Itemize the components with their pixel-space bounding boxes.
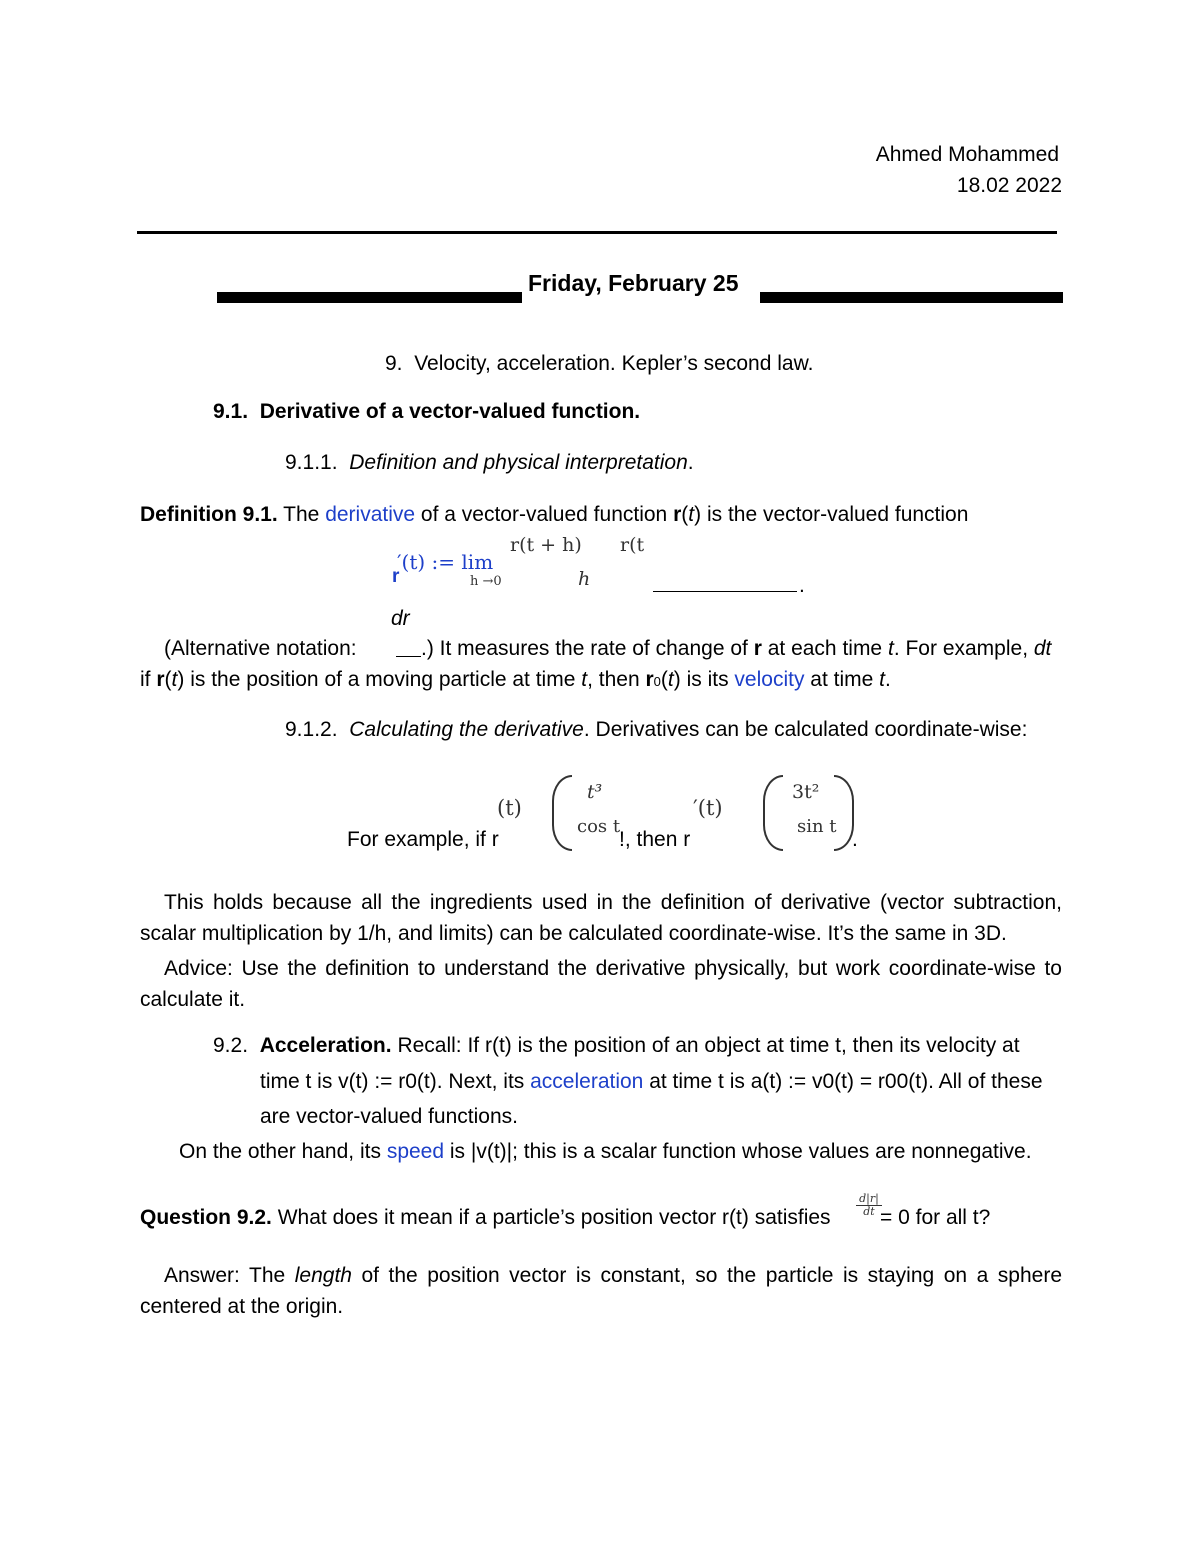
example-rprime-of-t: ′(t) xyxy=(693,796,723,820)
heading-bar-left xyxy=(217,292,522,303)
derivative-term: derivative xyxy=(325,503,416,526)
vector1-left-paren xyxy=(552,775,572,851)
answer-paragraph: Answer: The length of the position vector is constant, so the particle is staying on a sphere centered at the origin. xyxy=(140,1264,1063,1318)
speed-term: speed xyxy=(386,1140,445,1163)
definition-9-1: Definition 9.1. The derivative of a vector-valued function r(t) is the vector-valued function xyxy=(140,503,969,526)
vector2-left-paren xyxy=(763,775,783,851)
formula-lhs: ′(t) := lim xyxy=(397,550,494,574)
vector1-bottom: cos t xyxy=(577,816,621,837)
paragraph-coordinate-wise: This holds because all the ingredients used in the definition of derivative (vector subtraction, scalar multiplication by 1/h, and limits) can be calculated coordinate-wise. It’s the same in 3D. xyxy=(140,891,1062,945)
alt-notation-fraction-bar xyxy=(396,656,421,657)
vector2-top: 3t² xyxy=(792,781,820,803)
formula-numerator-a: r(t + h) xyxy=(510,534,582,556)
section-9-2-line-2: time t is v(t) := r0(t). Next, its acceleration at time t is a(t) := v0(t) = r00(t). All of these xyxy=(260,1070,1043,1093)
example-r-of-t: (t) xyxy=(497,796,522,820)
document-date: 18.02 2022 xyxy=(956,174,1062,197)
acceleration-term: acceleration xyxy=(530,1070,644,1093)
section-9-1-1-heading: 9.1.1. Definition and physical interpretation. xyxy=(285,451,694,474)
definition-line-2: if r(t) is the position of a moving particle at time t, then r0(t) is its velocity at time t. xyxy=(140,668,891,691)
alt-notation-dr: dr xyxy=(391,607,410,630)
formula-blank-line xyxy=(653,591,797,592)
question-fraction: d|r| dt xyxy=(856,1193,882,1218)
question-9-2: Question 9.2. What does it mean if a particle’s position vector r(t) satisfies xyxy=(140,1206,831,1229)
formula-denominator: h xyxy=(578,568,591,590)
example-lead: For example, if r xyxy=(347,828,499,851)
section-9-1-2-heading: 9.1.2. Calculating the derivative. Derivatives can be calculated coordinate-wise: xyxy=(285,718,1028,741)
vector1-top: t³ xyxy=(587,781,603,803)
example-period: . xyxy=(852,828,858,851)
section-9-heading: 9. Velocity, acceleration. Kepler’s second law. xyxy=(385,352,814,375)
velocity-term: velocity xyxy=(734,668,805,691)
alt-notation-text: .) It measures the rate of change of r at each time t. For example, dt xyxy=(421,637,1052,660)
section-9-2-heading: 9.2. Acceleration. Recall: If r(t) is the position of an object at time t, then its velocity at xyxy=(213,1034,1020,1057)
header-rule xyxy=(137,231,1057,234)
speed-line: On the other hand, its speed is |v(t)|; this is a scalar function whose values are nonnegative. xyxy=(179,1140,1032,1163)
section-9-2-line-3: are vector-valued functions. xyxy=(260,1105,518,1128)
paragraph-advice: Advice: Use the definition to understand the derivative physically, but work coordinate-wise to calculate it. xyxy=(140,957,1062,1011)
day-heading: Friday, February 25 xyxy=(528,270,739,296)
example-then: !, then r xyxy=(619,828,691,851)
vector2-right-paren xyxy=(834,775,854,851)
vector2-bottom: sin t xyxy=(797,816,837,837)
formula-lim-subscript: h →0 xyxy=(470,574,502,589)
section-9-1-heading: 9.1. Derivative of a vector-valued function. xyxy=(213,400,641,423)
question-9-2-end: = 0 for all t? xyxy=(880,1206,991,1229)
formula-r: r xyxy=(392,566,400,587)
alt-notation-line: (Alternative notation: xyxy=(164,637,357,660)
author-name: Ahmed Mohammed xyxy=(875,143,1059,166)
heading-bar-right xyxy=(760,292,1063,303)
formula-period: . xyxy=(799,574,805,597)
formula-numerator-b: r(t xyxy=(620,534,645,556)
